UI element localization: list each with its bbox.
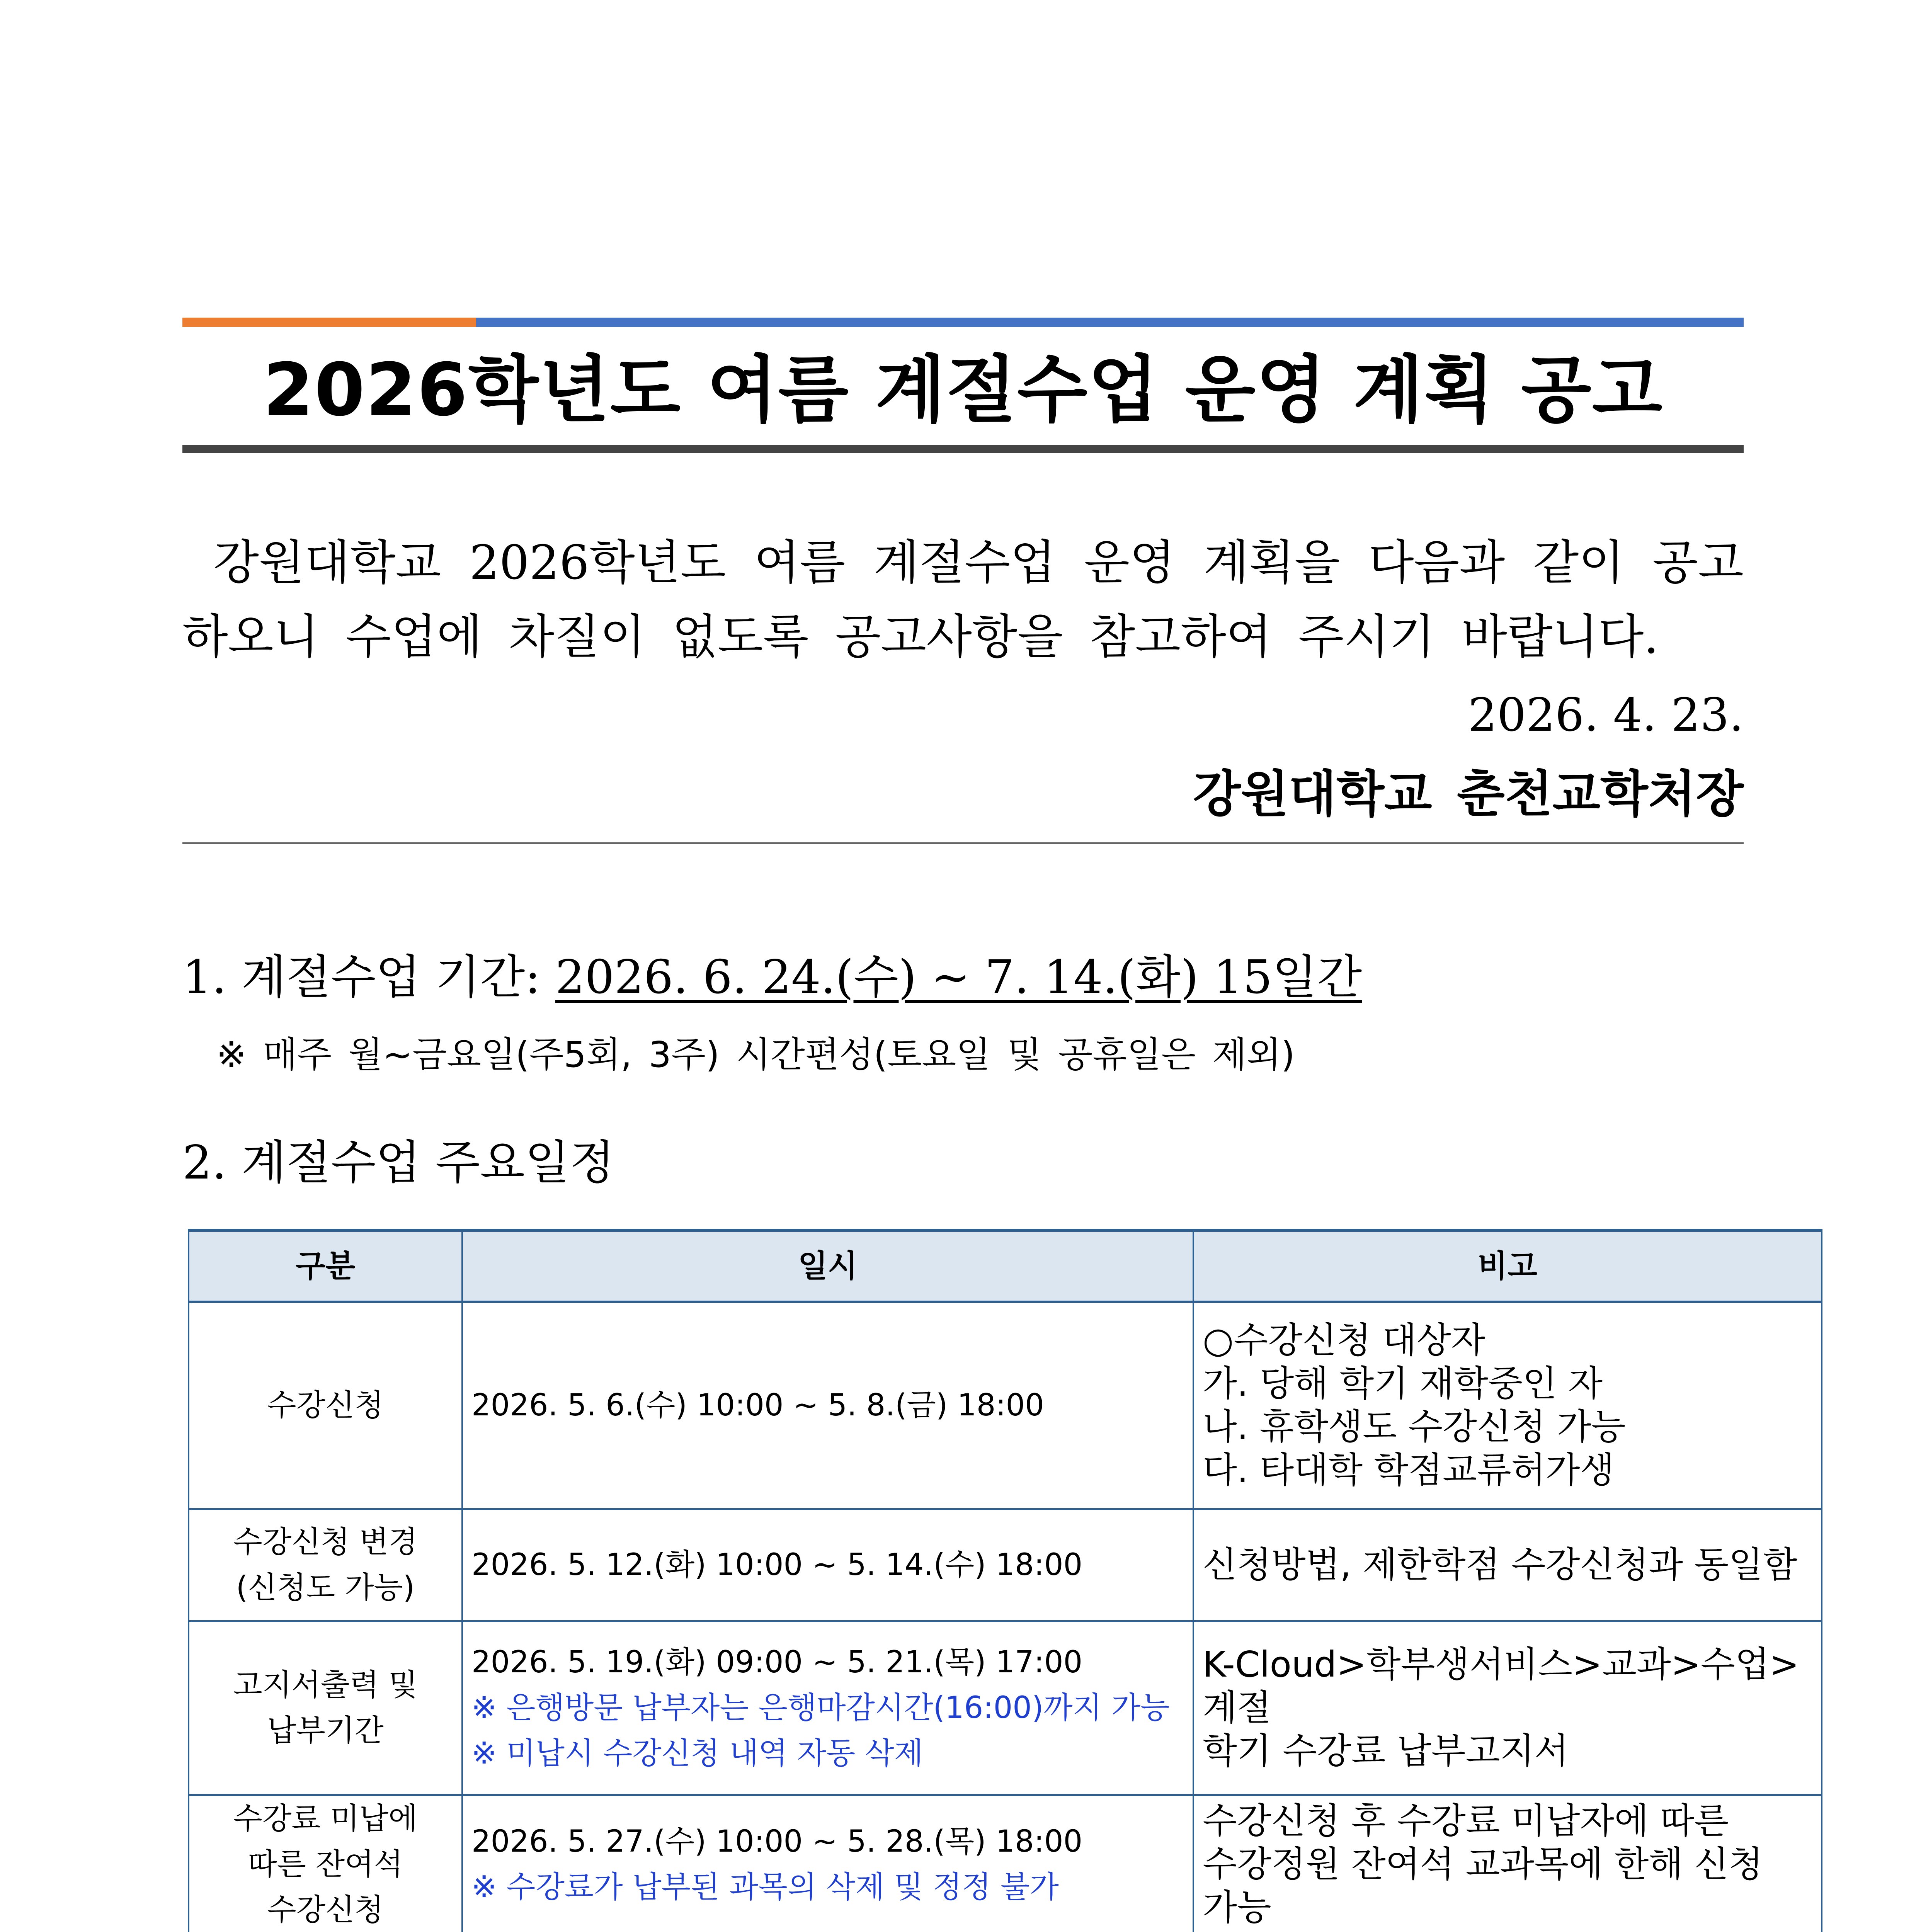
cell-line: K-Cloud>학부생서비스>교과>수업>계절 xyxy=(1203,1644,1799,1728)
title-rule xyxy=(182,445,1744,453)
cell-category xyxy=(189,1302,462,1509)
cell-line: 수강정원 잔여석 교과목에 한해 신청 xyxy=(1203,1843,1763,1885)
cell-line: 2026. 5. 27.(수) 10:00 ~ 5. 28.(목) 18:00 xyxy=(471,1824,1083,1859)
page-title: 2026학년도 여름 계절수업 운영 계획 공고 xyxy=(263,348,1663,432)
issuer-rule xyxy=(182,842,1744,844)
cell-line: 다. 타대학 학점교류허가생 xyxy=(1203,1449,1615,1491)
section-2-heading: 2. 계절수업 주요일정 xyxy=(182,1136,615,1190)
cell-line: 수강료 미납에 xyxy=(233,1801,418,1836)
cell-remarks xyxy=(1193,1509,1822,1621)
cell-line: 가능 xyxy=(1203,1886,1271,1928)
cell-remarks xyxy=(1193,1795,1822,1932)
cell-category xyxy=(189,1795,462,1932)
title-bar-blue xyxy=(476,318,1744,327)
title-top-bar xyxy=(182,318,1744,327)
cell-line: 따른 잔여석 xyxy=(248,1847,403,1882)
table-header-datetime: 일시 xyxy=(462,1230,1193,1302)
table-header-category: 구분 xyxy=(189,1230,462,1302)
section-1-label: 1. 계절수업 기간: xyxy=(182,951,541,1004)
cell-category xyxy=(189,1509,462,1621)
cell-line: 수강신청 후 수강료 미납자에 따른 xyxy=(1203,1800,1729,1842)
cell-line: 2026. 5. 6.(수) 10:00 ~ 5. 8.(금) 18:00 xyxy=(471,1388,1044,1423)
notice-date: 2026. 4. 23. xyxy=(1468,688,1744,742)
cell-line: 신청방법, 제한학점 수강신청과 동일함 xyxy=(1203,1544,1797,1585)
cell-line: 수강신청 xyxy=(267,1892,384,1927)
cell-line: 학기 수강료 납부고지서 xyxy=(1203,1730,1569,1772)
cell-line: 2026. 5. 12.(화) 10:00 ~ 5. 14.(수) 18:00 xyxy=(471,1548,1083,1582)
cell-line: 수강신청 xyxy=(267,1388,384,1423)
schedule-table xyxy=(188,1229,1822,1932)
cell-datetime xyxy=(462,1509,1193,1621)
table-row xyxy=(189,1621,1822,1795)
cell-category xyxy=(189,1621,462,1795)
table-row xyxy=(189,1302,1822,1509)
table-row xyxy=(189,1795,1822,1932)
section-1-period: 2026. 6. 24.(수) ~ 7. 14.(화) 15일간 xyxy=(555,951,1362,1004)
intro-paragraph: 강원대학교 2026학년도 여름 계절수업 운영 계획을 다음과 같이 공고하오니 수업에 차질이 없도록 공고사항을 참고하여 주시기 바랍니다. xyxy=(182,535,1744,664)
cell-line: ○수강신청 대상자 xyxy=(1203,1320,1485,1361)
cell-datetime xyxy=(462,1302,1193,1509)
section-1-note: ※ 매주 월~금요일(주5회, 3주) 시간편성(토요일 및 공휴일은 제외) xyxy=(216,1034,1295,1075)
cell-line: 나. 휴학생도 수강신청 가능 xyxy=(1203,1406,1626,1448)
cell-line: ※ 수강료가 납부된 과목의 삭제 및 정정 불가 xyxy=(471,1869,1059,1905)
cell-line: (신청도 가능) xyxy=(236,1570,415,1605)
title-bar-orange xyxy=(182,318,476,327)
notice-issuer: 강원대학교 춘천교학처장 xyxy=(1193,765,1744,823)
cell-line: 2026. 5. 19.(화) 09:00 ~ 5. 21.(목) 17:00 xyxy=(471,1645,1083,1680)
cell-datetime xyxy=(462,1621,1193,1795)
cell-line: ※ 미납시 수강신청 내역 자동 삭제 xyxy=(471,1736,923,1771)
cell-line: 수강신청 변경 xyxy=(233,1525,418,1560)
cell-line: 가. 당해 학기 재학중인 자 xyxy=(1203,1363,1603,1405)
table-header-row xyxy=(189,1230,1822,1302)
table-row xyxy=(189,1509,1822,1621)
cell-line: 납부기간 xyxy=(267,1713,384,1748)
section-1-heading xyxy=(182,943,1744,1012)
cell-line: ※ 은행방문 납부자는 은행마감시간(16:00)까지 가능 xyxy=(471,1690,1170,1725)
cell-remarks xyxy=(1193,1302,1822,1509)
cell-line: 고지서출력 및 xyxy=(233,1668,418,1702)
cell-remarks xyxy=(1193,1621,1822,1795)
table-header-remarks: 비고 xyxy=(1193,1230,1822,1302)
cell-datetime xyxy=(462,1795,1193,1932)
